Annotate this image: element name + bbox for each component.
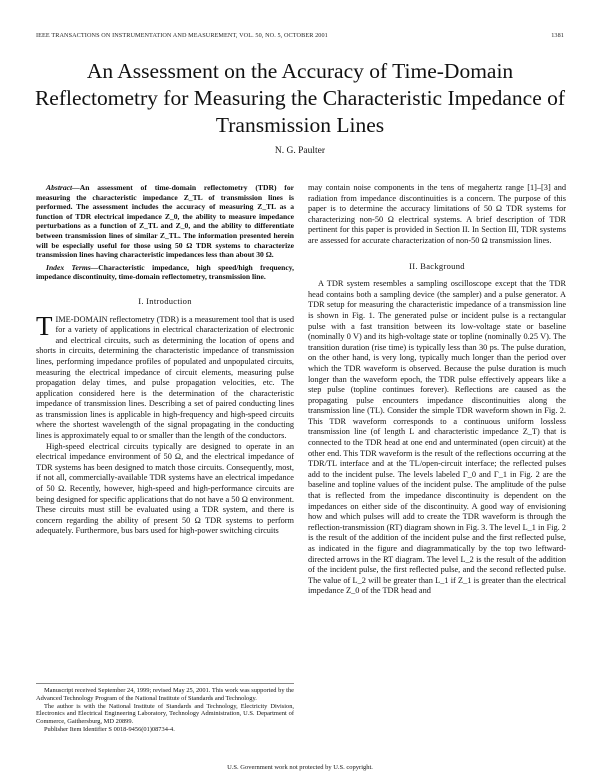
index-terms-text: Characteristic impedance, high speed/high frequency, impedance discontinuity, time-domain reflectometry, transmission line. — [36, 262, 295, 282]
footnote-affiliation: The author is with the National Institute of Standards and Technology, Electricity Division, Electronics and Electrical Engineering Laboratory, Technology Administration, U.S. Department of Commerce, Gaithersburg, MD 20899. — [36, 702, 294, 726]
page-number: 1381 — [551, 32, 564, 39]
journal-name: IEEE TRANSACTIONS ON INSTRUMENTATION AND MEASUREMENT, VOL. 50, NO. 5, OCTOBER 2001 — [36, 32, 328, 39]
right-column — [308, 183, 566, 597]
intro-paragraph-1-text: IME-DOMAIN reflectometry (TDR) is a measurement tool that is used for a variety of applications in electrical characterization of electronic and electrical circuits, such as determining the location of opens and shorts in circuits, determining the characteristic impedance of transmission lines, performing impedance profiles of populated and unpopulated circuits, measuring the electrical impedance of circuit elements, measuring pulse propagation delay times, and pulse propagation velocities, etc. The application considered here is the determination of the characteristic impedance of transmission lines. Describing a set of paired conducting lines as transmission lines is applicable in high-frequency and high-speed circuits where the shortest wavelength of the signal propagating in the conducting lines is approximately equal to or smaller than the length of the conductors. — [36, 314, 294, 441]
abstract — [36, 183, 294, 260]
index-terms-label: Index Terms— — [46, 262, 99, 272]
paper-title: An Assessment on the Accuracy of Time-Domain Reflectometry for Measuring the Characteristic Impedance of Transmission Lines — [34, 59, 566, 137]
copyright-footer: U.S. Government work not protected by U.S. copyright. — [227, 764, 373, 771]
section-heading-introduction: I. Introduction — [138, 295, 192, 306]
drop-cap: T — [36, 310, 53, 341]
index-terms — [36, 263, 294, 282]
intro-paragraph-2: High-speed electrical circuits typically are designed to operate in an electrical impedance environment of 50 Ω, and the electrical impedance of TDR systems has been designed to match those circuits. Consequently, most, if not all, commercially-available TDR systems have an electrical impedance of 50 Ω. Recently, however, high-speed and high-performance circuits are being designed for specific applications that do not have a 50 Ω environment. These circuits must still be evaluated using a TDR system, and there is concern regarding the ability of present 50 Ω TDR systems to perform adequately. Furthermore, bus bars used for high-power switching circuits — [36, 441, 294, 536]
footnote-identifier: Publisher Item Identifier S 0018-9456(01)08734-4. — [44, 725, 175, 733]
intro-continuation: may contain noise components in the tens of megahertz range [1]–[3] and radiation from impedance discontinuities is a concern. The purpose of this paper is to determine the accuracy limitations of 50 Ω TDR systems for characterizing non-50 Ω electrical systems. A brief description of TDR pertinent for this paper is provided in Section II. In Section III, TDR systems are assessed for accurate characterization of non-50 Ω transmission lines. — [308, 183, 566, 245]
footnote — [36, 683, 294, 734]
running-header — [36, 32, 564, 39]
abstract-label: Abstract— — [46, 183, 80, 192]
abstract-text: An assessment of time-domain reflectometry (TDR) for measuring the characteristic impedance Z_TL of transmission lines is performed. The assessment includes the accuracy of measuring Z_TL as a function of TDR electrical impedance Z_0, the ability to measure impedance perturbations as a function of Z_TL and Z_0, and the ability to differentiate between transmission lines of similar Z_TL. The information presented herein will be especially useful for those using 50 Ω TDR systems to characterize transmission lines having characteristic impedances less than about 30 Ω. — [36, 183, 294, 260]
section-heading-background: II. Background — [409, 260, 465, 271]
author-name: N. G. Paulter — [274, 146, 326, 156]
intro-paragraph-1 — [36, 310, 294, 442]
background-paragraph-1: A TDR system resembles a sampling oscilloscope except that the TDR head contains both a sampling device (the sampler) and a pulse generator. A TDR setup for measuring the characteristic impedance of a transmission line is shown in Fig. 1. The generated pulse or incident pulse is a rectangular pulse with a fast transition between its low-voltage state or baseline (nominally 0 V) and its high-voltage state or topline (nominally 0.25 V). The transition duration (rise time) is typically less than 30 ps. The pulse duration, on the other hand, is very long, typically much longer than the period over which the TDR waveform is observed. Because the pulse duration is much longer than the waveform epoch, the TDR pulse effectively appears like a step pulse (topline continues forever). Reflections are caused as the propagating pulse encounters impedance discontinuities along the transmission line (TL). Consider the simple TDR waveform shown in Fig. 2. This TDR waveform corresponds to a continuous uniform lossless transmission line (of length L and characteristic impedance Z_T) that is connected to the TDR head at one end and unterminated (open circuit) at the other end. This TDR waveform is the result of the reflections occurring at the TDR/TL interface and at the TL/open-circuit interface; the reflected pulses add to the incident pulse. The levels labeled Γ_0 and Γ_1 in Fig. 2 are the baseline and topline values of the incident pulse. The amplitude of the pulse that is reflected from the impedance discontinuity is dependent on the impedances on either side of the discontinuity. A good way of envisioning how and which pulses will add to create the TDR waveform is through the reflection-transmission (RT) diagram shown in Fig. 3. The level L_1 in Fig. 2 is the result of the addition of the incident pulse and the first reflected pulse, as indicated in the figure and diagrammatically by the top two leftward-directed arrows in the RT diagram. The level L_2 is the result of the addition of the incident pulse, the first reflected pulse, and the second reflected pulse. The value of L_2 will be greater than L_1 if Z_1 is greater than the electrical impedance Z_0 of the TDR head and — [308, 279, 566, 596]
footnote-manuscript: Manuscript received September 24, 1999; revised May 25, 2001. This work was supported by the Advanced Technology Program of the National Institute of Standards and Technology. — [36, 687, 294, 702]
left-column — [36, 183, 294, 537]
